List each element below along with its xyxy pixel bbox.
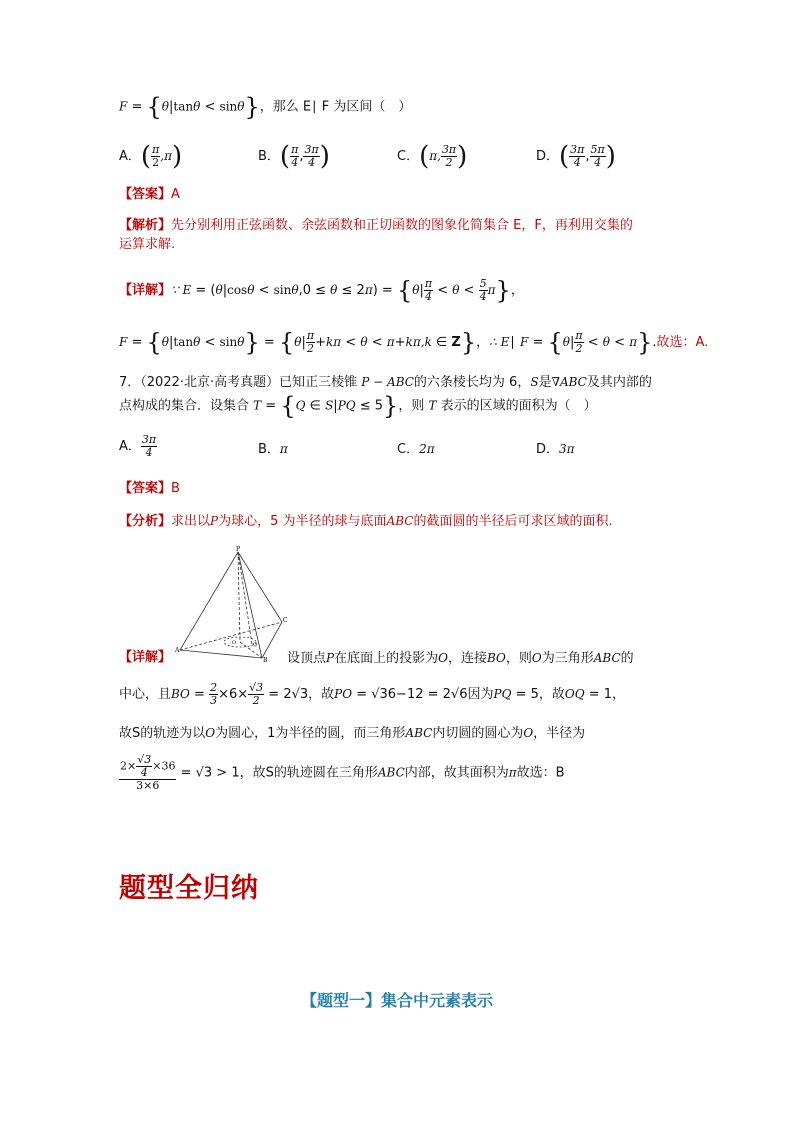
q6-answer: 【答案】A <box>119 187 180 202</box>
q7-option-b: B．π <box>258 442 288 457</box>
q7-analysis: 【分析】求出以P为球心，5 为半径的球与底面ABC的截面圆的半径后可求区域的面积. <box>119 514 613 529</box>
q7-answer: 【答案】B <box>119 481 180 496</box>
q7-detail-line2: 中心，且BO = $\frac{2}{3}$ ×6× $\frac{√3}{2}$ = 2√3，故PO = √36−12 = 2√6因为PQ = 5，故OQ = 1， <box>119 681 626 707</box>
section-title: 题型全归纳 <box>119 873 259 904</box>
section-subtitle: 【题型一】集合中元素表示 <box>300 991 493 1010</box>
q6-option-a: A．( $\frac{\pi}{2}$ ,π) <box>119 141 183 172</box>
q7-detail-line3: 故S的轨迹为以O为圆心，1为半径的圆，而三角形ABC内切圆的圆心为O，半径为 <box>119 726 586 741</box>
q6-detail-line1: 【详解】∵ E = (θ|cosθ < sinθ,0 ≤ θ ≤ 2π) = {θ| $\frac{\pi}{4}$ < θ < $\frac{5}{4}$ π}， <box>119 276 524 305</box>
q7-detail-line1: 设顶点P在底面上的投影为O，连接BO，则O为三角形ABC的 <box>287 651 634 666</box>
label-q: Q <box>253 642 258 648</box>
q7-option-d: D．3π <box>536 442 575 457</box>
q7-detail-line4: 2× $\frac{√3}{4}$ ×36 3×6 = √3 > 1，故S的轨迹圆在三角形ABC内部，故其面积为π故选：B <box>120 753 565 792</box>
q7-option-c: C．2π <box>397 442 435 457</box>
q7-option-a: A． $\frac{3\pi}{4}$ <box>119 433 157 459</box>
q7-stem-line1: 7．（2022·北京·高考真题）已知正三棱锥 P − ABC的六条棱长均为 6，S是∇ABC及其内部的 <box>119 375 652 390</box>
q6-option-c: C．(π, $\frac{3\pi}{2}$ ) <box>397 141 468 172</box>
q7-detail-tag: 【详解】 <box>119 650 172 665</box>
label-a: A <box>175 647 180 654</box>
q6-stem-tail: F = {θ|tanθ < sinθ}，那么 E∣ F 为区间（ ） <box>119 93 412 121</box>
label-c: C <box>283 617 288 624</box>
q6-analysis-line1: 【解析】先分别利用正弦函数、余弦函数和正切函数的图象化简集合 E，F，再利用交集的 <box>119 218 633 233</box>
q6-option-b: B．( $\frac{\pi}{4}$ , $\frac{3\pi}{4}$ ) <box>258 141 330 172</box>
q6-option-d: D．( $\frac{3\pi}{4}$ , $\frac{5\pi}{4}$ ) <box>536 141 616 172</box>
q7-stem-line2: 点构成的集合．设集合 T = {Q ∈ S|PQ ≤ 5}，则 T 表示的区域的面积为（ ） <box>119 392 597 420</box>
label-o: O <box>232 640 237 646</box>
pyramid-figure <box>174 546 294 662</box>
q6-detail-line2: F = {θ|tanθ < sinθ} = {θ| $\frac{\pi}{2}$ +kπ < θ < π+kπ,k ∈ Z}，∴ E∣ F = {θ| $\frac{\pi}{2}$ < θ < π}.故选：A. <box>119 328 709 357</box>
q6-analysis-line2: 运算求解. <box>119 237 176 252</box>
label-p: P <box>236 546 241 553</box>
label-b: B <box>263 657 268 662</box>
